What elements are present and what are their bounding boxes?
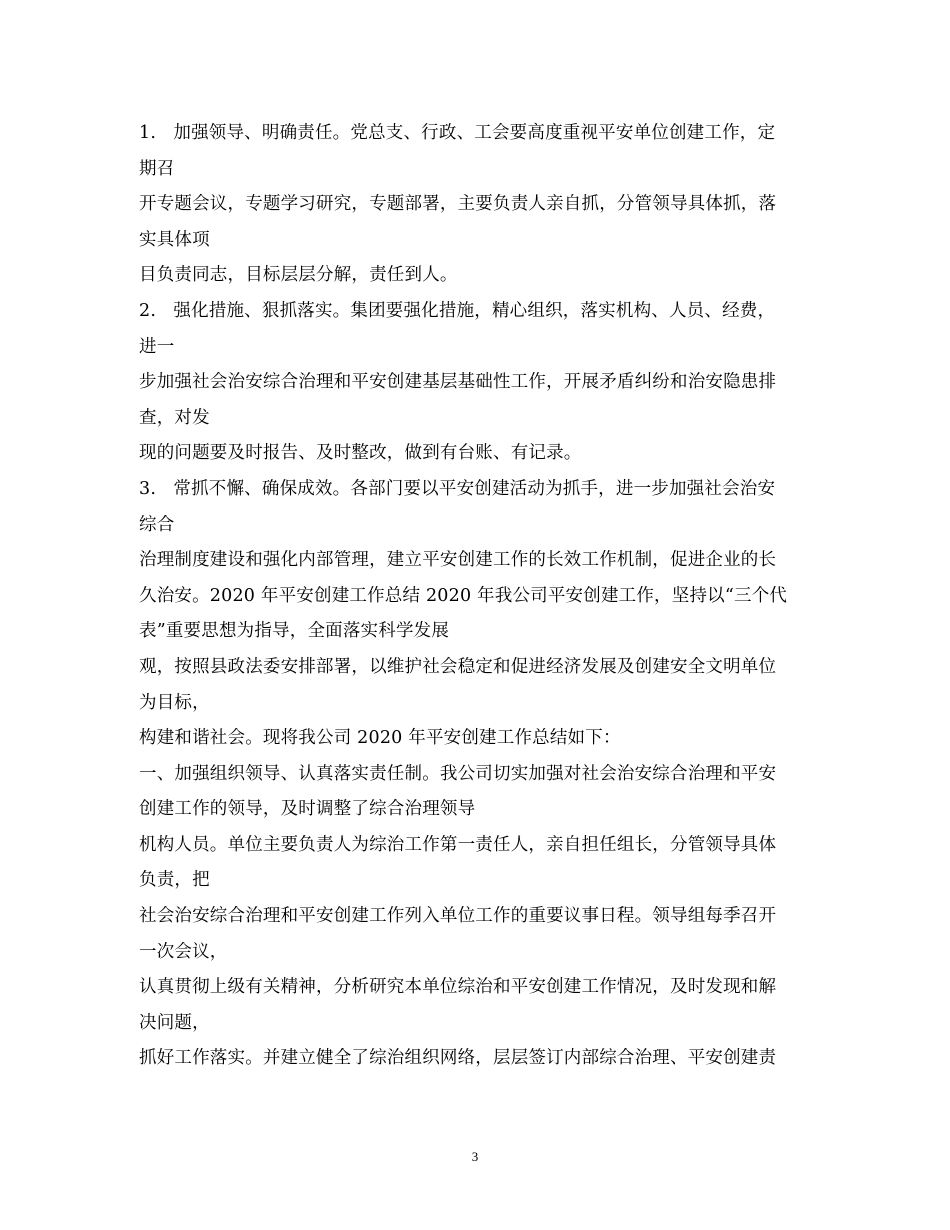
text-line: 进一 [139, 336, 175, 357]
text-line: 实具体项 [139, 229, 210, 250]
text-line: 观，按照县政法委安排部署，以维护社会稳定和促进经济发展及创建安全文明单位 [139, 656, 777, 677]
text-line: 认真贯彻上级有关精神，分析研究本单位综治和平安创建工作情况，及时发现和解 [139, 977, 777, 998]
text-line: 一次会议， [139, 941, 228, 962]
text-line: 为目标， [139, 692, 210, 713]
text-line: 2. 强化措施、狠抓落实。集团要强化措施，精心组织，落实机构、人员、经费， [139, 300, 776, 321]
text-line: 机构人员。单位主要负责人为综治工作第一责任人，亲自担任组长，分管领导具体 [139, 834, 777, 855]
page-number: 3 [471, 1149, 479, 1164]
text-line: 步加强社会治安综合治理和平安创建基层基础性工作，开展矛盾纠纷和治安隐患排 [139, 372, 777, 393]
text-line: 治理制度建设和强化内部管理，建立平安创建工作的长效工作机制，促进企业的长 [139, 550, 777, 571]
document-body [139, 116, 819, 1077]
text-line: 负责，把 [139, 870, 210, 891]
text-line: 综合 [139, 514, 175, 535]
text-line: 现的问题要及时报告、及时整改，做到有台账、有记录。 [139, 443, 582, 464]
text-line: 1. 加强领导、明确责任。党总支、行政、工会要高度重视平安单位创建工作，定 [139, 123, 776, 143]
text-line: 创建工作的领导，及时调整了综合治理领导 [139, 799, 476, 820]
text-line: 3. 常抓不懈、确保成效。各部门要以平安创建活动为抓手，进一步加强社会治安 [139, 478, 776, 499]
text-line: 表”重要思想为指导，全面落实科学发展 [139, 621, 450, 642]
text-line: 构建和谐社会。现将我公司 2020 年平安创建工作总结如下： [139, 728, 621, 749]
text-line: 一、加强组织领导、认真落实责任制。我公司切实加强对社会治安综合治理和平安 [139, 763, 777, 784]
text-line: 查，对发 [139, 407, 210, 428]
text-line: 开专题会议，专题学习研究，专题部署，主要负责人亲自抓，分管领导具体抓，落 [139, 194, 777, 215]
text-line: 期召 [139, 158, 175, 179]
text-line: 目负责同志，目标层层分解，责任到人。 [139, 265, 458, 286]
text-line: 决问题， [139, 1012, 210, 1033]
text-line: 抓好工作落实。并建立健全了综治组织网络，层层签订内部综合治理、平安创建责 [139, 1048, 777, 1069]
text-line: 社会治安综合治理和平安创建工作列入单位工作的重要议事日程。领导组每季召开 [139, 906, 777, 927]
text-line: 久治安。2020 年平安创建工作总结 2020 年我公司平安创建工作，坚持以“三个代 [139, 585, 788, 606]
